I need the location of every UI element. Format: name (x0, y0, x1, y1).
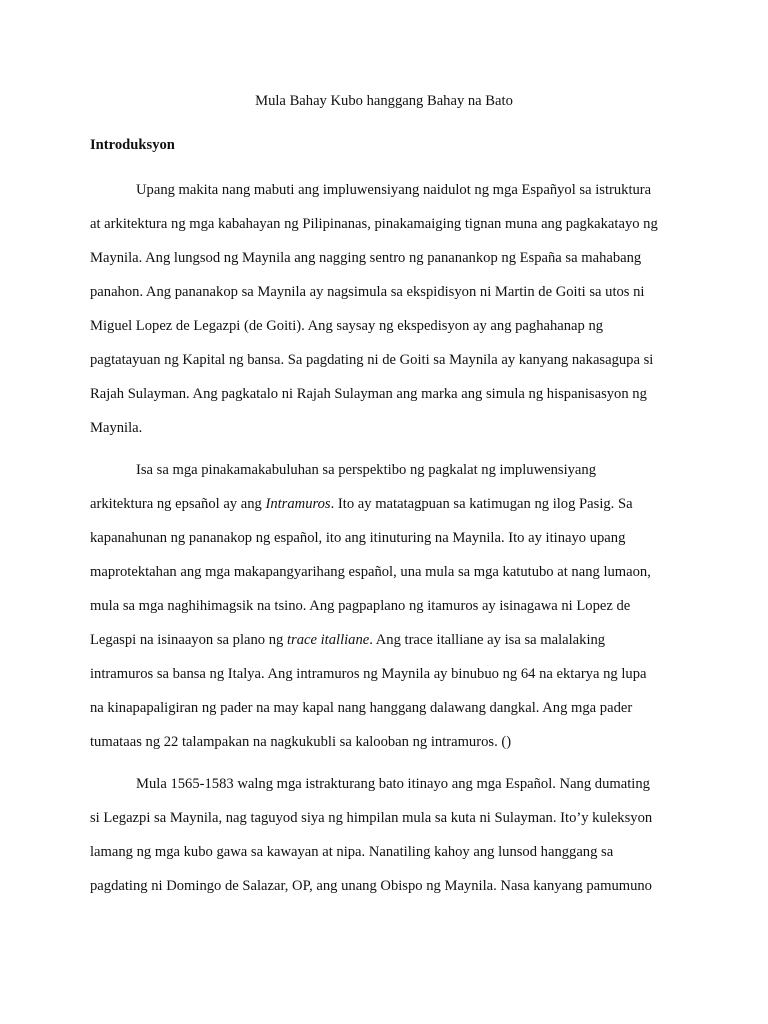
paragraph-line: na kinapapaligiran ng pader na may kapal nang hanggang dalawang dangkal. Ang mga pader (90, 700, 633, 716)
paragraph-line: Miguel Lopez de Legazpi (de Goiti). Ang saysay ng ekspedisyon ay ang paghahanap ng (90, 318, 604, 334)
paragraph-line: lamang ng mga kubo gawa sa kawayan at nipa. Nanatiling kahoy ang lunsod hanggang sa (90, 844, 614, 860)
italic-term-intramuros: Intramuros (265, 496, 331, 512)
paragraph-line: pagtatayuan ng Kapital ng bansa. Sa pagdating ni de Goiti sa Maynila ay kanyang nakasagupa si (90, 352, 654, 368)
paragraph-line: Rajah Sulayman. Ang pagkatalo ni Rajah Sulayman ang marka ang simula ng hispanisasyon ng (90, 386, 647, 402)
text-run: . Ang trace italliane ay isa sa malalaking (369, 632, 606, 648)
section-heading: Introduksyon (90, 137, 175, 153)
text-run: arkitektura ng epsañol ay ang (90, 496, 266, 512)
paragraph-line: Upang makita nang mabuti ang impluwensiyang naidulot ng mga Españyol sa istruktura (136, 182, 652, 198)
text-run: Legaspi na isinaayon sa plano ng (90, 632, 287, 648)
paragraph-line: Isa sa mga pinakamakabuluhan sa perspektibo ng pagkalat ng impluwensiyang (136, 462, 596, 478)
paragraph-line: mula sa mga naghihimagsik na tsino. Ang pagpaplano ng itamuros ay isinagawa ni Lopez de (90, 598, 631, 614)
paragraph-line: panahon. Ang pananakop sa Maynila ay nagsimula sa ekspidisyon ni Martin de Goiti sa utos ni (90, 284, 645, 300)
paragraph-line: at arkitektura ng mga kabahayan ng Pilipinanas, pinakamaiging tignan muna ang pagkakatayo ng (90, 216, 658, 232)
paragraph-line: kapanahunan ng pananakop ng español, ito ang itinuturing na Maynila. Ito ay itinayo upang (90, 530, 626, 546)
paragraph-line: si Legazpi sa Maynila, nag taguyod siya ng himpilan mula sa kuta ni Sulayman. Ito’y kuleksyon (90, 810, 653, 826)
paragraph-line: Maynila. Ang lungsod ng Maynila ang nagging sentro ng pananankop ng España sa mahabang (90, 250, 642, 266)
document-title: Mula Bahay Kubo hanggang Bahay na Bato (255, 93, 513, 109)
italic-term-trace-italliane: trace italliane (286, 632, 370, 648)
paragraph-line: pagdating ni Domingo de Salazar, OP, ang unang Obispo ng Maynila. Nasa kanyang pamumuno (90, 878, 652, 894)
paragraph-line (90, 494, 633, 514)
paragraph-line: Mula 1565-1583 walng mga istrakturang bato itinayo ang mga Español. Nang dumating (136, 776, 650, 792)
paragraph-line: tumataas ng 22 talampakan na nagkukubli sa kalooban ng intramuros. () (90, 734, 512, 750)
paragraph-line: intramuros sa bansa ng Italya. Ang intramuros ng Maynila ay binubuo ng 64 na ektarya ng lupa (90, 666, 647, 682)
paragraph-line: maprotektahan ang mga makapangyarihang español, una mula sa mga katutubo at nang lumaon, (90, 564, 651, 580)
paragraph-line: Maynila. (90, 420, 143, 436)
paragraph-line (90, 630, 605, 650)
text-run: . Ito ay matatagpuan sa katimugan ng ilog Pasig. Sa (330, 496, 633, 512)
